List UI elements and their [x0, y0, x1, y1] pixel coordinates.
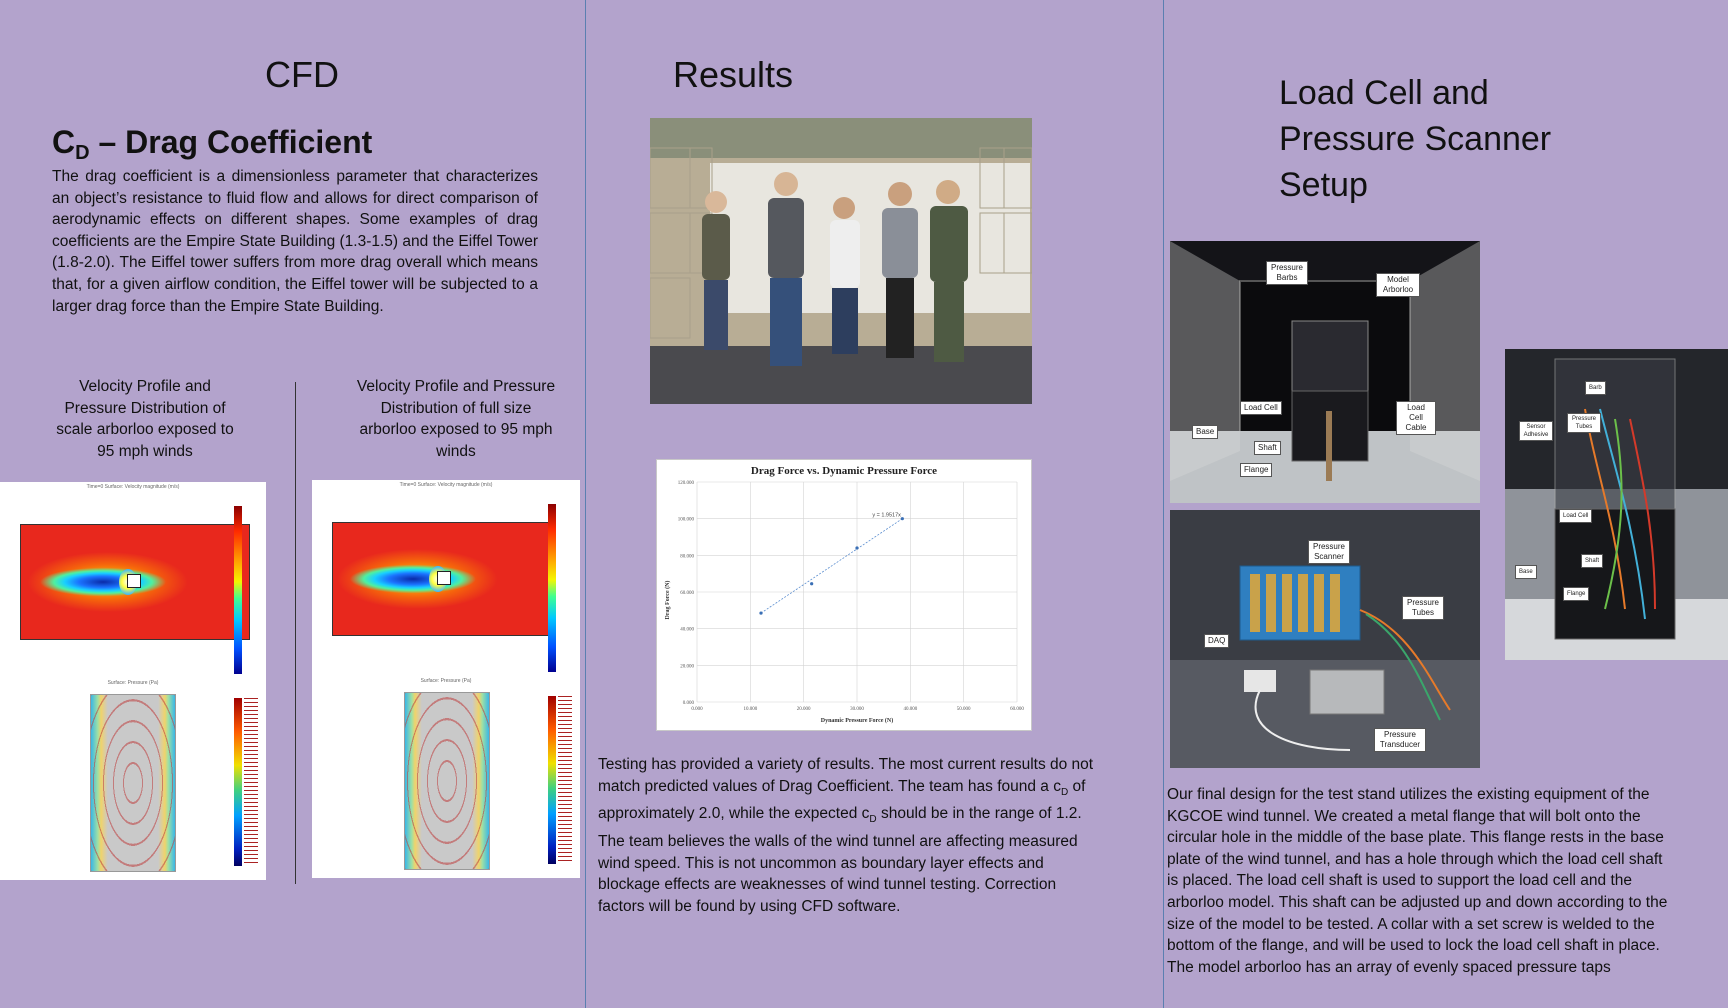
label-load-cell-2: Load Cell: [1559, 509, 1592, 523]
sim-figure-full: [312, 480, 580, 878]
results-paragraph: [598, 754, 1096, 917]
wind-tunnel-illustration: [1170, 241, 1480, 503]
loadcell-paragraph: [1167, 784, 1677, 978]
velocity-colorbar-scale: [234, 506, 242, 674]
chart-x-axis-label: Dynamic Pressure Force (N): [820, 718, 894, 724]
label-barb: Barb: [1585, 381, 1606, 395]
label-pressure-tubes: Pressure Tubes: [1402, 596, 1444, 620]
label-shaft: Shaft: [1254, 441, 1281, 455]
label-flange-2: Flange: [1563, 587, 1589, 601]
label-shaft-2: Shaft: [1581, 554, 1603, 568]
wind-tunnel-photo: [1170, 241, 1480, 503]
drag-force-chart: [656, 459, 1032, 731]
label-model-arborloo: Model Arborloo: [1376, 273, 1420, 297]
loadcell-paragraph-2: The model arborloo has an array of evenly spaced pressure taps: [1167, 958, 1611, 976]
y-tick-label: 80.000: [680, 554, 694, 560]
sim-pressure-label-full: Surface: Pressure (Pa): [420, 678, 472, 684]
loadcell-heading-line2: Pressure Scanner: [1279, 120, 1552, 158]
sim-pressure-label-scale: Surface: Pressure (Pa): [107, 680, 159, 686]
x-tick-label: 0.000: [691, 707, 703, 712]
caption-full-size-arborloo: Velocity Profile and Pressure Distribution of full size arborloo exposed to 95 mph winds: [356, 378, 556, 460]
arborloo-block: [127, 574, 141, 588]
trendline-label: y = 1.9517x: [872, 512, 901, 519]
y-tick-label: 100.000: [677, 517, 694, 523]
pressure-colorbar-full: [548, 696, 556, 864]
chart-y-axis-label: Drag Force (N): [665, 580, 671, 620]
chart-data-point: [901, 517, 904, 520]
y-tick-label: 120.000: [677, 481, 694, 486]
label-base: Base: [1192, 425, 1218, 439]
label-daq: DAQ: [1204, 634, 1229, 648]
label-load-cell-cable: Load Cell Cable: [1396, 401, 1436, 435]
pressure-field-full: [404, 692, 490, 870]
label-pressure-tubes-2: Pressure Tubes: [1567, 413, 1601, 433]
x-tick-label: 20.000: [796, 707, 811, 712]
results-text-part3: should be in the range of 1.2. The team believes the walls of the wind tunnel are affecting measured wind speed. This is not uncommon as boundary layer effects and blockage effects are weaknesses of wind tunnel testing. Correction factors will be found by using CFD software.: [598, 805, 1082, 915]
label-pressure-scanner: Pressure Scanner: [1308, 540, 1350, 564]
pressure-scanner-photo: [1170, 510, 1480, 768]
caption-separator: [295, 382, 296, 884]
chart-grid: [697, 482, 1017, 702]
results-text-part2: of approximately 2.0, while the expected c: [598, 777, 1086, 823]
loadcell-paragraph-1: Our final design for the test stand utilizes the existing equipment of the KGCOE wind tunnel. We created a metal flange that will bolt onto the circular hole in the middle of the base plate. This flange rests in the base plate of the wind tunnel, and has a hole through which the load cell shaft is placed. The load cell shaft is used to support the load cell and the arborloo model. This shaft can be adjusted up and down according to the size of the model to be tested. A collar with a set screw is welded to the bottom of the flange, and will be used to lock the load cell shaft in place.: [1167, 786, 1668, 955]
y-tick-label: 60.000: [680, 591, 694, 596]
label-pressure-barbs: Pressure Barbs: [1266, 261, 1308, 285]
pressure-colorbar-ticks-full: [558, 696, 572, 864]
arborloo-model-illustration: [1505, 349, 1728, 660]
results-sub1: D: [1060, 786, 1069, 798]
x-tick-label: 40.000: [903, 707, 918, 712]
sim-velocity-label-full: Time=0 Surface: Velocity magnitude (m/s): [399, 482, 493, 488]
y-tick-label: 0.000: [682, 701, 694, 706]
velocity-field-full: [332, 522, 556, 636]
arborloo-model-photo: [1505, 349, 1728, 660]
x-tick-label: 50.000: [956, 707, 971, 712]
velocity-field-scale: [20, 524, 250, 640]
loadcell-heading-line3: Setup: [1279, 166, 1368, 204]
velocity-colorbar-full: [548, 504, 556, 672]
label-flange: Flange: [1240, 463, 1272, 477]
chart-trendline: [761, 519, 902, 613]
drag-force-chart-svg: [657, 460, 1031, 730]
loadcell-heading-line1: Load Cell and: [1279, 74, 1489, 112]
label-pressure-transducer: Pressure Transducer: [1374, 728, 1426, 752]
label-sensor-adhesive: Sensor Adhesive: [1519, 421, 1553, 441]
loadcell-heading: [1279, 70, 1551, 208]
column-divider-right: [1163, 0, 1164, 1008]
drag-coefficient-title: [52, 124, 372, 165]
chart-data-point: [810, 582, 813, 585]
label-load-cell: Load Cell: [1240, 401, 1282, 415]
results-text-part1: Testing has provided a variety of results. The most current results do not match predicted values of Drag Coefficient. The team has found a c: [598, 756, 1094, 795]
sim-velocity-label-scale: Time=0 Surface: Velocity magnitude (m/s): [86, 484, 180, 490]
cd-title-main: C: [52, 124, 76, 160]
results-heading: Results: [673, 54, 794, 95]
drag-coefficient-paragraph: The drag coefficient is a dimensionless parameter that characterizes an object’s resistance to fluid flow and allows for direct comparison of aerodynamic effects on different shapes. Some examples of drag coefficients are the Empire State Building (1.3-1.5) and the Eiffel Tower (1.8-2.0). The Eiffel tower suffers from more drag overall which means that, for a given airflow condition, the Eiffel tower will be subjected to a larger drag force than the Empire State Building.: [52, 168, 538, 315]
arborloo-block: [437, 571, 451, 585]
cd-title-subscript: D: [75, 142, 90, 164]
team-photo: [650, 118, 1032, 404]
cfd-heading: CFD: [265, 54, 339, 95]
y-tick-label: 20.000: [680, 664, 694, 670]
x-tick-label: 30.000: [850, 707, 864, 712]
y-tick-label: 40.000: [680, 627, 694, 633]
column-divider-left: [585, 0, 586, 1008]
team-photo-illustration: [650, 118, 1032, 404]
pressure-field-scale: [90, 694, 176, 872]
chart-ticks: [678, 481, 1025, 712]
cd-title-rest: – Drag Coefficient: [89, 124, 373, 160]
label-base-2: Base: [1515, 565, 1537, 579]
results-sub2: D: [869, 814, 877, 826]
chart-data-point: [759, 611, 762, 614]
pressure-colorbar-ticks-scale: [244, 698, 258, 866]
x-tick-label: 60.000: [1010, 707, 1024, 712]
chart-data-point: [855, 546, 858, 549]
chart-title: Drag Force vs. Dynamic Pressure Force: [750, 465, 938, 477]
sim-figure-scale: [0, 482, 266, 880]
x-tick-label: 10.000: [743, 707, 758, 712]
pressure-colorbar-scale: [234, 698, 242, 866]
caption-scale-arborloo: Velocity Profile and Pressure Distribution of scale arborloo exposed to 95 mph winds: [56, 378, 234, 460]
